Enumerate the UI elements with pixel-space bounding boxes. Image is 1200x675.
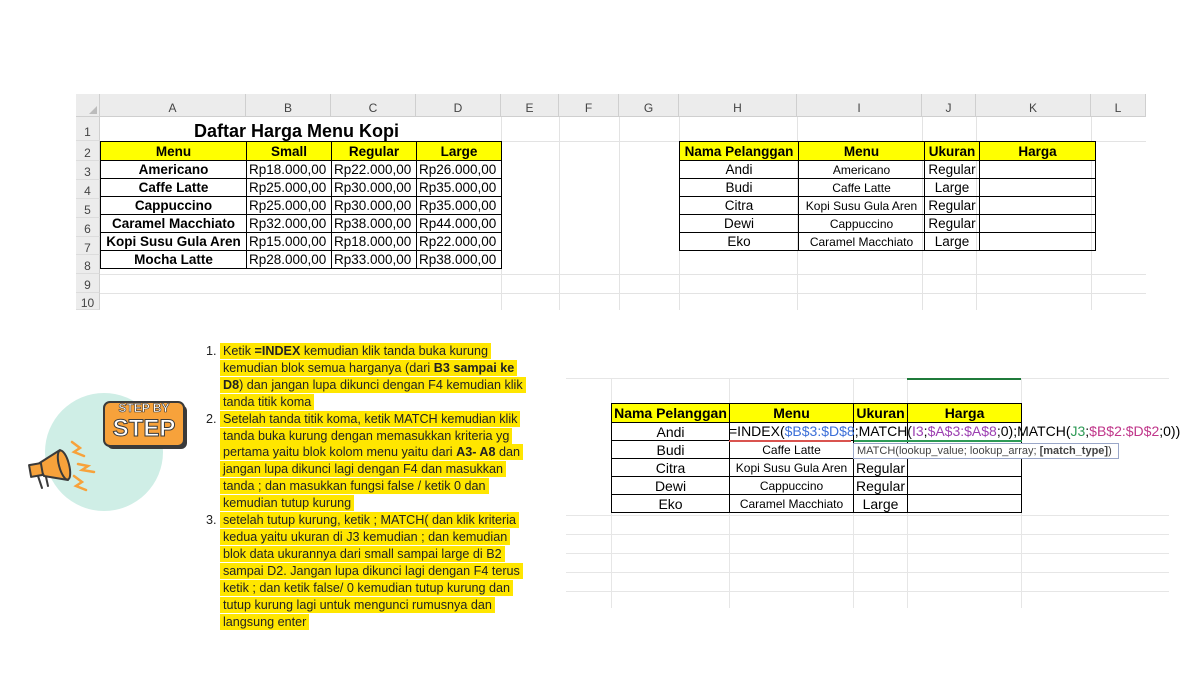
column-header-f[interactable]: F [559,94,619,117]
row-header-4[interactable]: 4 [76,180,100,199]
row-header-1[interactable]: 1 [76,117,100,141]
active-cell-ref-border [729,440,851,442]
price-cell[interactable]: Rp26.000,00 [417,161,502,179]
step2-text: dan jangan lupa dikunci lagi dengan F4 dan masukkan tanda ; dan masukkan fungsi false / ketik 0 dan kemudian tutup kurung [223,445,521,511]
price-header-menu[interactable]: Menu [101,142,247,161]
price-cell[interactable]: Rp38.000,00 [332,215,417,233]
formula-ref: $A$3:$A$8 [927,423,997,439]
gridline [566,553,1169,554]
step3-text: setelah tutup kurung, ketik ; MATCH( dan klik kriteria kedua yaitu ukuran di J3 kemudian ; dan kemudian blok data ukurannya dari small sampai large di B2 sampai D2. Jangan lupa dikunci lagi dengan F4 terus ketik ; dan ketik false/ 0 kemudian tutup kurung dan tutup kurung lagi untuk mengunci rumusnya dan langsung enter [220,512,523,629]
tooltip-bold-arg: [match_type] [1039,445,1109,457]
order-cell[interactable]: Kopi Susu Gula Aren [799,197,925,215]
price-cell[interactable]: Rp18.000,00 [247,161,332,179]
edit-cell[interactable]: Caffe Latte [730,441,854,459]
order-cell[interactable]: Andi [680,161,799,179]
instruction-list [202,343,532,630]
order-cell[interactable] [980,197,1096,215]
tooltip-text: ) [1108,445,1112,457]
price-header-regular[interactable]: Regular [332,142,417,161]
spreadsheet-top [76,94,1146,310]
edit-cell[interactable]: Budi [612,441,730,459]
order-cell[interactable]: Regular [925,197,980,215]
step1-text: Ketik [223,344,255,358]
column-header-a[interactable]: A [100,94,246,117]
step1-text: kemudian klik tanda buka kurung kemudian blok semua harganya (dari [223,344,488,375]
edit-header-nama[interactable]: Nama Pelanggan [612,404,730,423]
row-header-9[interactable]: 9 [76,274,100,293]
edit-cell[interactable]: Dewi [612,477,730,495]
price-header-large[interactable]: Large [417,142,502,161]
gridline [100,274,1146,275]
tooltip-text: MATCH(lookup_value; lookup_array; [857,445,1040,457]
column-header-c[interactable]: C [331,94,416,117]
row-header-3[interactable]: 3 [76,161,100,180]
order-cell[interactable]: Americano [799,161,925,179]
column-header-l[interactable]: L [1091,94,1146,117]
active-cell-ref-border [854,440,1022,442]
order-cell[interactable] [980,215,1096,233]
order-cell[interactable] [980,161,1096,179]
price-header-small[interactable]: Small [247,142,332,161]
edit-cell[interactable]: Large [854,495,908,513]
price-cell[interactable]: Rp28.000,00 [247,251,332,269]
order-cell[interactable]: Caramel Macchiato [799,233,925,251]
order-header-menu[interactable]: Menu [799,142,925,161]
price-cell[interactable]: Rp38.000,00 [417,251,502,269]
price-cell[interactable]: Rp22.000,00 [417,233,502,251]
edit-cell[interactable]: Andi [612,423,730,441]
column-header-i[interactable]: I [797,94,922,117]
order-cell[interactable]: Cappuccino [799,215,925,233]
step2-bold-range: A3- A8 [456,445,496,460]
order-cell[interactable]: Caffe Latte [799,179,925,197]
order-cell[interactable]: Budi [680,179,799,197]
price-cell[interactable]: Kopi Susu Gula Aren [101,233,247,251]
select-all-corner[interactable] [76,94,100,117]
price-cell[interactable]: Rp22.000,00 [332,161,417,179]
price-cell[interactable]: Rp44.000,00 [417,215,502,233]
formula-text: ; [1085,423,1090,439]
price-cell[interactable]: Rp33.000,00 [332,251,417,269]
edit-cell[interactable] [908,495,1022,513]
formula-text: =INDEX( [729,423,785,439]
formula-text: ;0);MATCH( [996,423,1071,439]
edit-cell[interactable]: Caramel Macchiato [730,495,854,513]
gridline [100,293,1146,294]
order-cell[interactable] [980,233,1096,251]
price-table [100,141,502,269]
formula-ref: J3 [1070,423,1086,439]
function-tooltip [853,443,1119,459]
column-header-e[interactable]: E [501,94,559,117]
gridline [559,117,560,310]
price-cell[interactable]: Caffe Latte [101,179,247,197]
gridline [566,515,1169,516]
gridline [619,117,620,310]
column-header-j[interactable]: J [922,94,976,117]
price-cell[interactable]: Rp35.000,00 [417,179,502,197]
formula-text: ;MATCH( [854,423,912,439]
edit-header-harga[interactable]: Harga [908,404,1022,423]
edit-cell[interactable] [908,459,1022,477]
price-cell[interactable]: Rp15.000,00 [247,233,332,251]
formula-ref: I3 [911,423,924,439]
price-cell[interactable]: Rp25.000,00 [247,179,332,197]
price-cell[interactable]: Rp35.000,00 [417,197,502,215]
price-cell[interactable]: Rp30.000,00 [332,197,417,215]
step2-text: Setelah tanda titik koma, ketik MATCH kemudian klik tanda buka kurung dengan memasukkan kriteria yg pertama yaitu blok kolom menu yaitu dari [223,411,518,460]
instruction-step-2 [220,411,532,512]
instruction-step-3 [220,512,532,630]
order-cell[interactable]: Regular [925,161,980,179]
price-cell[interactable]: Rp25.000,00 [247,197,332,215]
order-cell[interactable]: Eko [680,233,799,251]
order-header-nama[interactable]: Nama Pelanggan [680,142,799,161]
row-header-7[interactable]: 7 [76,237,100,255]
order-cell[interactable]: Citra [680,197,799,215]
formula-text: ;0)) [1159,423,1181,439]
formula-ref: $B$3:$D$8 [784,423,855,439]
order-header-ukuran[interactable]: Ukuran [925,142,980,161]
price-cell[interactable]: Mocha Latte [101,251,247,269]
badge-text-line1: STEP BY [118,401,170,415]
step1-bold-index: =INDEX [254,344,301,358]
column-header-d[interactable]: D [416,94,501,117]
order-cell[interactable]: Large [925,233,980,251]
step1-bold-range: B3 sampai ke D8 [223,360,515,392]
edit-header-menu[interactable]: Menu [730,404,854,423]
row-header-10[interactable]: 10 [76,293,100,310]
price-cell[interactable]: Caramel Macchiato [101,215,247,233]
sheet-title: Daftar Harga Menu Kopi [194,121,400,141]
row-header-6[interactable]: 6 [76,218,100,237]
edit-cell[interactable]: Cappuccino [730,477,854,495]
edit-cell[interactable]: Kopi Susu Gula Aren [730,459,854,477]
order-cell[interactable]: Dewi [680,215,799,233]
column-header-k[interactable]: K [976,94,1091,117]
price-cell[interactable]: Rp30.000,00 [332,179,417,197]
edit-cell[interactable]: Regular [854,477,908,495]
edit-header-ukuran[interactable]: Ukuran [854,404,908,423]
column-header-g[interactable]: G [619,94,679,117]
step1-text: ) dan jangan lupa dikunci dengan F4 kemudian klik tanda titik koma [223,377,523,409]
price-cell[interactable]: Americano [101,161,247,179]
gridline [566,572,1169,573]
gridline [566,378,1169,379]
megaphone-icon [24,430,104,494]
gridline [566,591,1169,592]
order-table [679,141,1096,251]
instruction-step-1 [220,343,532,411]
instructions [202,343,532,630]
formula-text: ; [923,423,928,439]
gridline [566,534,1169,535]
price-cell[interactable]: Rp18.000,00 [332,233,417,251]
formula-input[interactable] [729,422,1181,440]
column-header-h[interactable]: H [679,94,797,117]
formula-ref: $B$2:$D$2 [1089,423,1160,439]
selected-column-indicator [907,378,1021,380]
row-header-2[interactable]: 2 [76,141,100,161]
edit-cell[interactable] [908,477,1022,495]
order-header-harga[interactable]: Harga [980,142,1096,161]
edit-cell[interactable]: Citra [612,459,730,477]
edit-cell[interactable]: Eko [612,495,730,513]
order-cell[interactable]: Large [925,179,980,197]
row-header-5[interactable]: 5 [76,199,100,218]
order-cell[interactable]: Regular [925,215,980,233]
order-cell[interactable] [980,179,1096,197]
badge-text-line2: STEP [112,415,176,442]
row-header-8[interactable]: 8 [76,255,100,274]
price-cell[interactable]: Rp32.000,00 [247,215,332,233]
column-header-b[interactable]: B [246,94,331,117]
edit-cell[interactable]: Regular [854,459,908,477]
price-cell[interactable]: Cappuccino [101,197,247,215]
